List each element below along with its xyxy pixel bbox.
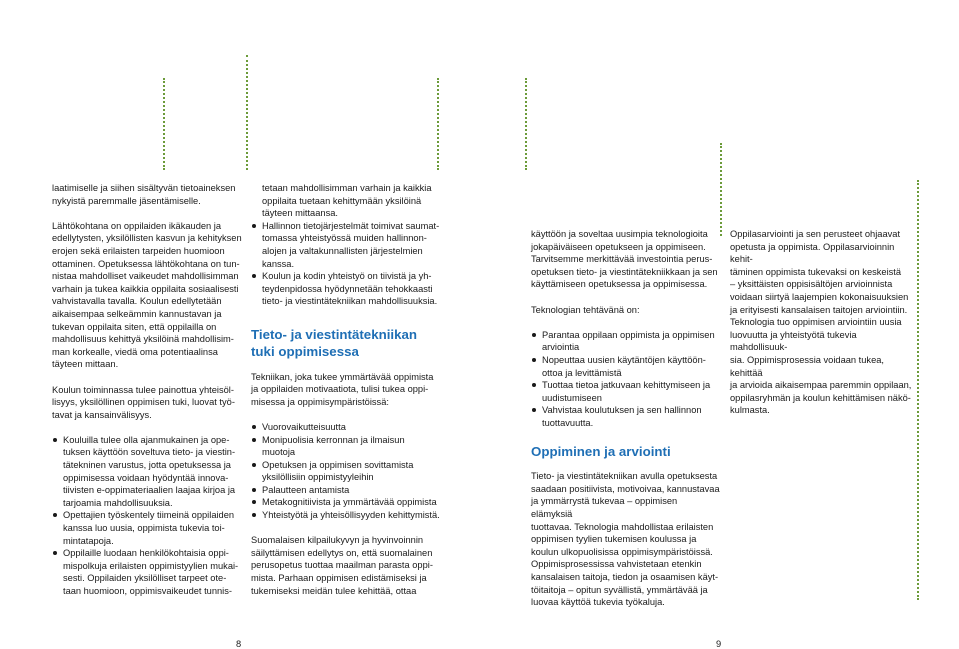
page-number-left: 8 (236, 639, 242, 649)
list-item: Parantaa oppilaan oppimista ja oppimisen arviointia (531, 329, 721, 354)
bullet-list (531, 329, 721, 430)
column-4 (730, 228, 915, 417)
list-item: Opettajien työskentely tiimeinä oppilaiden kanssa luo uusia, oppimista tukevia toi- mintatapoja. (52, 509, 248, 547)
list-item: Nopeuttaa uusien käytäntöjen käyttöön- ottoa ja levittämistä (531, 354, 721, 379)
list-item: Kouluilla tulee olla ajanmukainen ja ope- tuksen käyttöön soveltuva tieto- ja viestin- tätekninen varustus, jotta opetuksessa ja oppimisessa voidaan hyödyntää innova- tiivisten e-oppimateriaalien laajaa kirjoa ja tarjoamia mahdollisuuksia. (52, 434, 248, 510)
column-2 (251, 182, 451, 597)
column-1 (52, 182, 248, 598)
paragraph: Oppilasarviointi ja sen perusteet ohjaavat opetusta ja oppimista. Oppilasarvioinnin kehit- täminen oppimista tukevaksi on keskeistä – yksittäisten oppisisältöjen arvioinnista voidaan siirtyä laajempien kokonaisuuksien ja erityisesti kansalaisen taitojen arviointiin. Teknologia tuo oppimisen arviointiin uusia luovuutta ja yhteistyötä tukevia mahdollisuuk- sia. Oppimisprosessia voidaan tukea, kehittää ja arvioida aikaisempaa paremmin oppilaan, oppilasryhmän ja koulun kehittämisen näkö- kulmasta. (730, 229, 912, 416)
list-item: Vahvistaa koulutuksen ja sen hallinnon tuottavuutta. (531, 404, 721, 429)
paragraph: Tieto- ja viestintätekniikan avulla opetuksesta saadaan positiivista, motivoivaa, kannustavaa ja ymmärrystä tukevaa – oppimisen elämyksiä tuottavaa. Teknologia mahdollistaa erilaisten oppimisen tyylien tukemisen koulussa ja koulun ulkopuolisissa oppimisympäristöissä. Oppimisprosessissa vahvistetaan etenkin kansalaisen taitoja, tiedon ja osaamisen käyt- töitaitoja – opitun syvällistä, ymmärtävää ja luovaa käyttöä tukevia työkaluja. (531, 471, 720, 608)
list-item: Monipuolisia kerronnan ja ilmaisun muotoja (251, 434, 451, 459)
list-item: Metakognitiivista ja ymmärtävää oppimista (251, 496, 451, 509)
list-item: Yhteistyötä ja yhteisöllisyyden kehittymistä. (251, 509, 451, 522)
divider-line (720, 143, 722, 236)
column-3 (531, 228, 721, 609)
divider-line (917, 180, 919, 600)
paragraph: Teknologian tehtävänä on: (531, 304, 640, 315)
bullet-list (251, 421, 451, 522)
list-item: Hallinnon tietojärjestelmät toimivat saumat- tomassa yhteistyössä muiden hallinnon- alojen ja valtakunnallisten järjestelmien kanssa. (251, 220, 451, 270)
list-item: Koulun ja kodin yhteistyö on tiivistä ja yh- teydenpidossa hyödynnetään tehokkaasti tieto- ja viestintätekniikan mahdollisuuksia. (251, 270, 451, 308)
divider-line (437, 78, 439, 170)
list-item: Opetuksen ja oppimisen sovittamista yksilöllisiin oppimistyyleihin (251, 459, 451, 484)
paragraph: Tekniikan, joka tukee ymmärtävää oppimista ja oppilaiden motivaatiota, tulisi tukea oppi- misessa ja oppimisympäristöissä: (251, 371, 434, 407)
paragraph: tetaan mahdollisimman varhain ja kaikkia oppilaita tuetaan kehittymään yksilöinä täyteen mittaansa. (262, 183, 432, 219)
page-number-right: 9 (716, 639, 722, 649)
list-item: Tuottaa tietoa jatkuvaan kehittymiseen ja uudistumiseen (531, 379, 721, 404)
section-heading: Tieto- ja viestintätekniikan tuki oppimisessa (251, 326, 418, 359)
divider-line (163, 78, 165, 170)
paragraph: Lähtökohtana on oppilaiden ikäkauden ja edellytysten, yksilöllisten kasvun ja kehityksen erojen sekä erilaisten tarpeiden huomioon ottaminen. Opetuksessa lähtökohtana on tun- nistaa mahdolliset vaikeudet mahdollisimman varhain ja tukea kaikkia oppilaita sosiaalisesti vahvistavalla tavalla. Koulun edellytetään aikaisempaa selkeämmin kannustavan ja tukevan oppilaita siten, että oppilailla on mahdollisuus kehittyä yksilöinä mahdollisim- man korkealle, viedä oma potentiaalinsa täyteen mittaan. (52, 220, 242, 370)
section-heading: Oppiminen ja arviointi (531, 443, 671, 459)
bullet-list (52, 434, 248, 598)
list-item: Oppilaille luodaan henkilökohtaisia oppi- mispolkuja erilaisten oppimistyylien mukai- sesti. Oppilaiden yksilölliset tarpeet ote- taan huomioon, oppimisvaikeudet tunnis- (52, 547, 248, 597)
paragraph: käyttöön ja soveltaa uusimpia teknologioita jokapäiväiseen opetukseen ja oppimiseen. Tarvitsemme merkittävää investointia perus- opetuksen tieto- ja viestintätekniikkaan ja sen käyttämiseen opetuksessa ja oppimisessa. (531, 229, 718, 290)
bullet-list (251, 220, 451, 308)
list-item: Palautteen antamista (251, 484, 451, 497)
paragraph: Suomalaisen kilpailukyvyn ja hyvinvoinnin säilyttämisen edellytys on, että suomalainen perusopetus tuottaa maailman parasta oppi- mista. Parhaan oppimisen edistämiseksi ja tukemiseksi meidän tulee kehittää, ottaa (251, 535, 433, 596)
divider-line (525, 78, 527, 170)
divider-line (246, 55, 248, 170)
paragraph: Koulun toiminnassa tulee painottua yhteisöl- lisyys, yksilöllinen oppimisen tuki, luovat työ- tavat ja kansainvälisyys. (52, 384, 235, 420)
paragraph: laatimiselle ja siihen sisältyvän tietoaineksen nykyistä paremmalle jäsentämiselle. (52, 183, 236, 206)
list-item: Vuorovaikutteisuutta (251, 421, 451, 434)
